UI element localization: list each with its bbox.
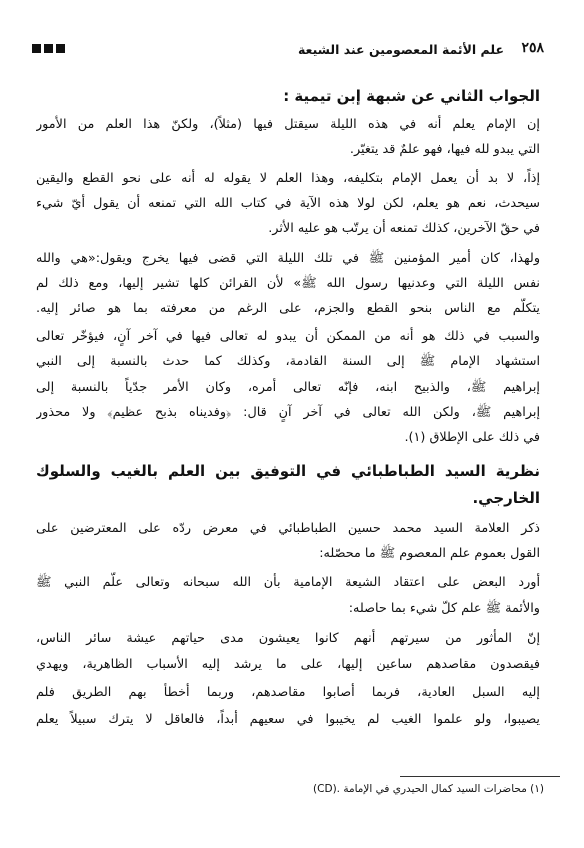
- ornament-square: [56, 44, 65, 53]
- body-line: فيقصدون مقاصدهم ساعين إليها، على ما يرشد إليه الأسباب الظاهرية، ويهدي: [36, 657, 540, 672]
- body-line: إذاً، لا بد أن يعمل الإمام بتكليفه، وهذا العلم لا يقوله له أنه على نحو القطع واليقين: [36, 171, 540, 186]
- body-line: إبراهيم ﷺ، ولكن الله تعالى في آخر آنٍ قال: ﴿وفديناه بذبح عظيم﴾ ولا محذور: [36, 405, 540, 420]
- footnote: (١) محاضرات السيد كمال الحيدري في الإمامة .(CD): [313, 783, 544, 795]
- section-heading-continued: الخارجي.: [472, 489, 540, 507]
- page-number: ٢٥٨: [521, 40, 544, 56]
- footnote-separator: [400, 776, 560, 777]
- section-heading: الجواب الثاني عن شبهة إبن تيمية :: [283, 87, 540, 105]
- header-ornament-squares: [32, 44, 65, 53]
- body-line: نفس الليلة التي وعدنيها رسول الله ﷺ» لأن القرائن كلها تشير إليها، ومع ذلك لم: [36, 276, 540, 291]
- page-header: [28, 40, 556, 60]
- body-line: أورد البعض على اعتقاد الشيعة الإمامية بأن الله سبحانه وتعالى علّم النبي ﷺ: [36, 575, 540, 590]
- body-line: ذكر العلامة السيد محمد حسين الطباطبائي في معرض ردّه على المعترضين على: [36, 521, 540, 536]
- section-heading: نظرية السيد الطباطبائي في التوفيق بين العلم بالغيب والسلوك: [36, 462, 540, 480]
- ornament-square: [32, 44, 41, 53]
- body-line: سيحدث، نعم هو يعلم، لكن لولا هذه الآية في كتاب الله التي تمنعه أن يقول أيّ شيء: [36, 196, 540, 211]
- body-line: القول بعموم علم المعصوم ﷺ ما محصّله:: [319, 546, 540, 561]
- body-line: التي يبدو لله فيها، فهو علمٌ قد يتغيّر.: [349, 142, 540, 157]
- body-line: والأئمة ﷺ علم كلّ شيء بما حاصله:: [348, 601, 540, 616]
- body-line: إنّ المأثور من سيرتهم أنهم كانوا يعيشون مدى حياتهم عيشة سائر الناس،: [36, 631, 540, 646]
- body-line: إليه السبل العادية، فربما أصابوا مقاصدهم، وربما أخطأ بهم الطريق فلم: [36, 685, 540, 700]
- body-line: استشهاد الإمام ﷺ إلى السنة القادمة، وكذلك كما حدث بالنسبة إلى النبي: [36, 354, 540, 369]
- body-line: والسبب في ذلك هو أنه من الممكن أن يبدو له تعالى فيها في آخر آنٍ، فيؤخّر تعالى: [36, 329, 540, 344]
- body-line: في ذلك على الإطلاق (١).: [404, 430, 540, 445]
- body-line: يصيبوا، ولو علموا الغيب لم يخيبوا في سعيهم أبداً، فالعاقل لا يترك سبيلاً يعلم: [36, 712, 540, 727]
- ornament-square: [44, 44, 53, 53]
- body-line: في حقّ الآخرين، كذلك تمنعه أن يرتّب هو عليه الأثر.: [268, 221, 540, 236]
- body-line: إبراهيم ﷺ، والذبيح ابنه، فإنّه تعالى أمره، وكان الأمر جدّياً بالنسبة إلى: [36, 380, 540, 395]
- running-title: علم الأئمة المعصومين عند الشيعة: [297, 42, 504, 57]
- body-line: ولهذا، كان أمير المؤمنين ﷺ في تلك الليلة التي قضى فيها يخرج ويقول:«هي والله: [36, 251, 540, 266]
- body-line: يتكلّم مع الناس بنحو القطع والجزم، على الرغم من معرفته بما هو صائر إليه.: [36, 301, 540, 316]
- body-line: إن الإمام يعلم أنه في هذه الليلة سيقتل فيها (مثلاً)، ولكنّ هذا العلم من الأمور: [36, 117, 540, 132]
